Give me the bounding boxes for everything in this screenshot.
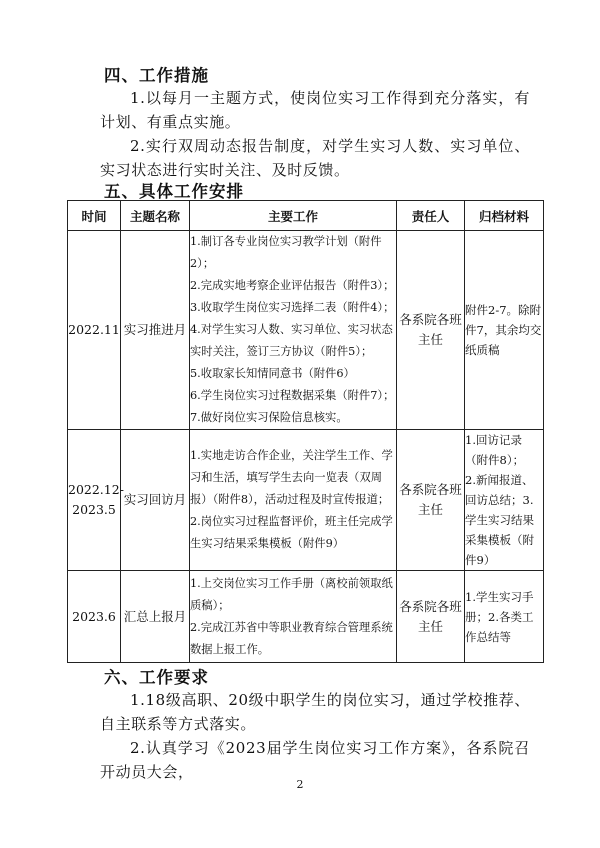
task-item: 1.制订各专业岗位实习教学计划（附件2）； [190,235,382,270]
cell-theme: 实习回访月 [121,430,190,571]
cell-responsible: 各系院各班主任 [397,430,465,571]
task-item: 2.完成江苏省中等职业教育综合管理系统数据上报工作。 [190,620,393,656]
cell-materials [465,571,544,663]
task-item: 5.收取家长知情同意书（附件6） [190,367,355,380]
task-item: 4.对学生实习人数、实习单位、实习状态实时关注，签订三方协议（附件5）； [190,323,393,358]
header-archive-materials: 归档材料 [465,201,544,231]
material-item: 1.学生实习手册；2.各类工作总结等 [465,589,534,644]
cell-tasks [190,430,397,571]
cell-tasks [190,571,397,663]
material-item: 2.新闻报道、回访总结；3.学生实习结果采集模板（附件9） [465,473,534,567]
task-item: 6.学生岗位实习过程数据采集（附件7）； [190,389,395,402]
section-4-paragraph-1: 1.以每月一主题方式，使岗位实习工作得到充分落实，有计划、有重点实施。 [100,89,530,131]
section-5-heading: 五、具体工作安排 [104,182,244,201]
header-time: 时间 [68,201,121,231]
table-row [68,571,544,663]
page-number: 2 [296,778,304,791]
section-6-paragraph-1: 1.18级高职、20级中职学生的岗位实习，通过学校推荐、自主联系等方式落实。 [100,691,530,733]
section-6-paragraph-2: 2.认真学习《2023届学生岗位实习工作方案》，各系院召开动员大会， [100,739,530,781]
task-item: 2.岗位实习过程监督评价，班主任完成学生实习结果采集模板（附件9） [190,515,393,550]
cell-time: 2022.11 [68,231,121,430]
table-row [68,430,544,571]
cell-materials [465,430,544,571]
task-item: 7.做好岗位实习保险信息核实。 [190,411,348,424]
cell-responsible: 各系院各班主任 [397,571,465,663]
header-theme: 主题名称 [121,201,190,231]
task-item: 2.完成实地考察企业评估报告（附件3）； [190,279,395,292]
table-row [68,231,544,430]
cell-responsible: 各系院各班主任 [397,231,465,430]
section-4-heading: 四、工作措施 [104,66,209,85]
cell-theme: 汇总上报月 [121,571,190,663]
material-item: 1.回访记录（附件8）； [465,433,525,467]
table-header-row [68,201,544,231]
task-item: 1.实地走访合作企业，关注学生工作、学习和生活，填写学生去向一览表（双周报）（附件8），活动过程及时宣传报道； [190,449,393,506]
section-6-heading: 六、工作要求 [104,668,209,687]
material-item: 附件2-7。除附件7，其余均交纸质稿 [465,303,542,357]
header-responsible: 责任人 [397,201,465,231]
work-schedule-table [67,200,544,663]
header-main-work: 主要工作 [190,201,397,231]
cell-time: 2023.6 [68,571,121,663]
task-item: 3.收取学生岗位实习选择二表（附件4）； [190,301,395,314]
cell-theme: 实习推进月 [121,231,190,430]
task-item: 1.上交岗位实习工作手册（离校前领取纸质稿）； [190,576,393,612]
cell-materials [465,231,544,430]
cell-time: 2022.12-2023.5 [68,430,121,571]
section-4-paragraph-2: 2.实行双周动态报告制度，对学生实习人数、实习单位、实习状态进行实时关注、及时反馈。 [100,137,530,179]
cell-tasks [190,231,397,430]
